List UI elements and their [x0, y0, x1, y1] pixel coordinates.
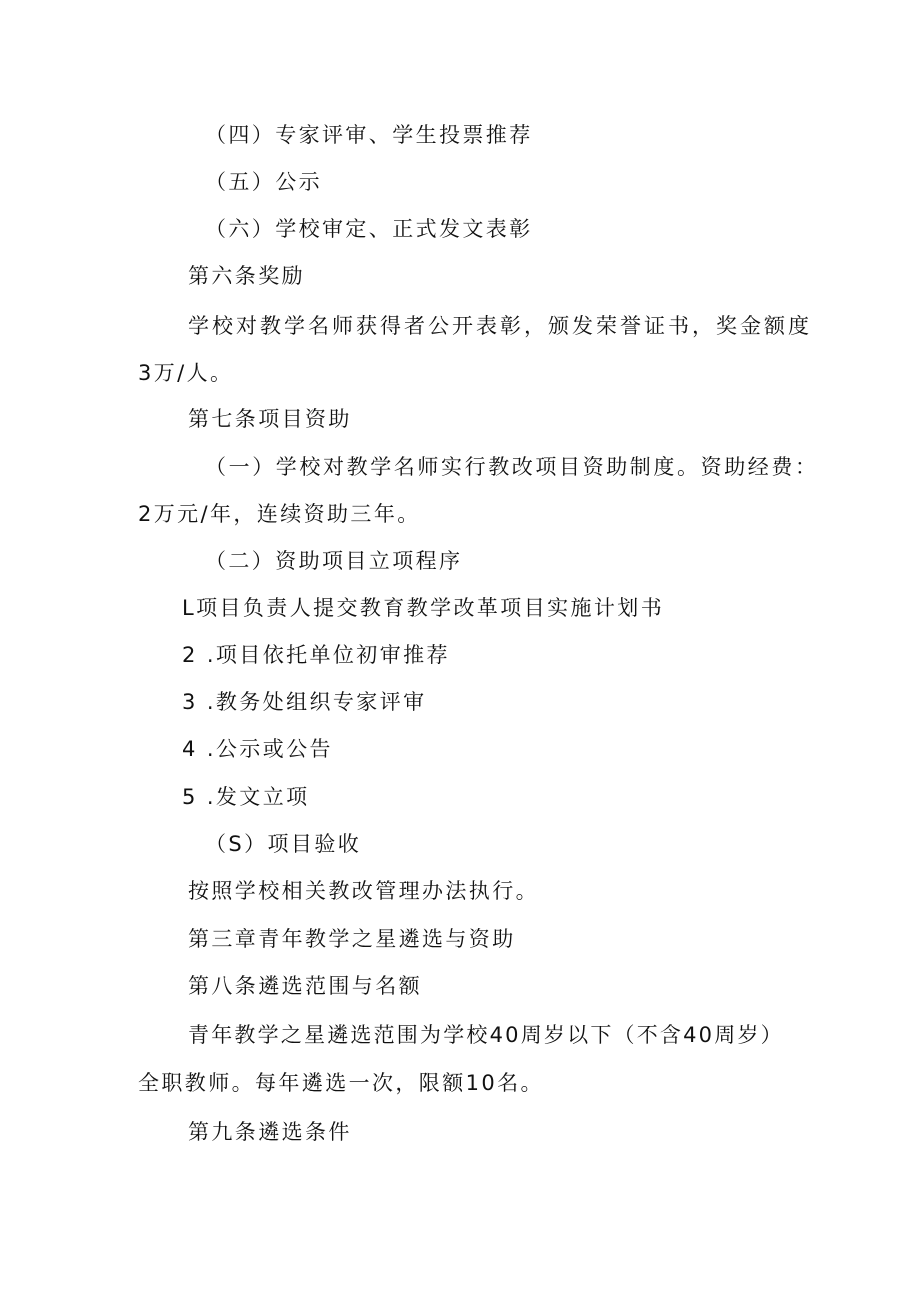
chapter-heading: 第三章青年教学之星遴选与资助 [188, 927, 516, 951]
text-line: （五）公示 [205, 170, 322, 194]
text-line: 按照学校相关教改管理办法执行。 [188, 879, 539, 903]
section-heading: 第七条项目资助 [188, 407, 352, 431]
list-item: L项目负责人提交教育教学改革项目实施计划书 [182, 596, 665, 620]
section-heading: 第九条遴选条件 [188, 1120, 352, 1144]
text-line: 2万元/年，连续资助三年。 [138, 502, 421, 526]
text-line: 青年教学之星遴选范围为学校40周岁以下（不含40周岁） [188, 1023, 784, 1047]
section-heading: 第八条遴选范围与名额 [188, 974, 422, 998]
text-line: 全职教师。每年遴选一次，限额10名。 [138, 1071, 544, 1095]
text-line: （二）资助项目立项程序 [205, 549, 463, 573]
section-heading: 第六条奖励 [188, 264, 305, 288]
text-line: （六）学校审定、正式发文表彰 [205, 217, 533, 241]
list-item: 5 .发文立项 [182, 785, 310, 809]
text-line: 3万/人。 [138, 361, 234, 385]
text-line: （四）专家评审、学生投票推荐 [205, 123, 533, 147]
list-item: 3 .教务处组织专家评审 [182, 690, 427, 714]
text-line: （一）学校对教学名师实行教改项目资助制度。资助经费： [205, 455, 819, 479]
list-item: 2 .项目依托单位初审推荐 [182, 643, 450, 667]
text-line: 学校对教学名师获得者公开表彰，颁发荣誉证书，奖金额度 [188, 314, 812, 338]
list-item: 4 .公示或公告 [182, 737, 333, 761]
text-line: （S）项目验收 [205, 832, 362, 856]
